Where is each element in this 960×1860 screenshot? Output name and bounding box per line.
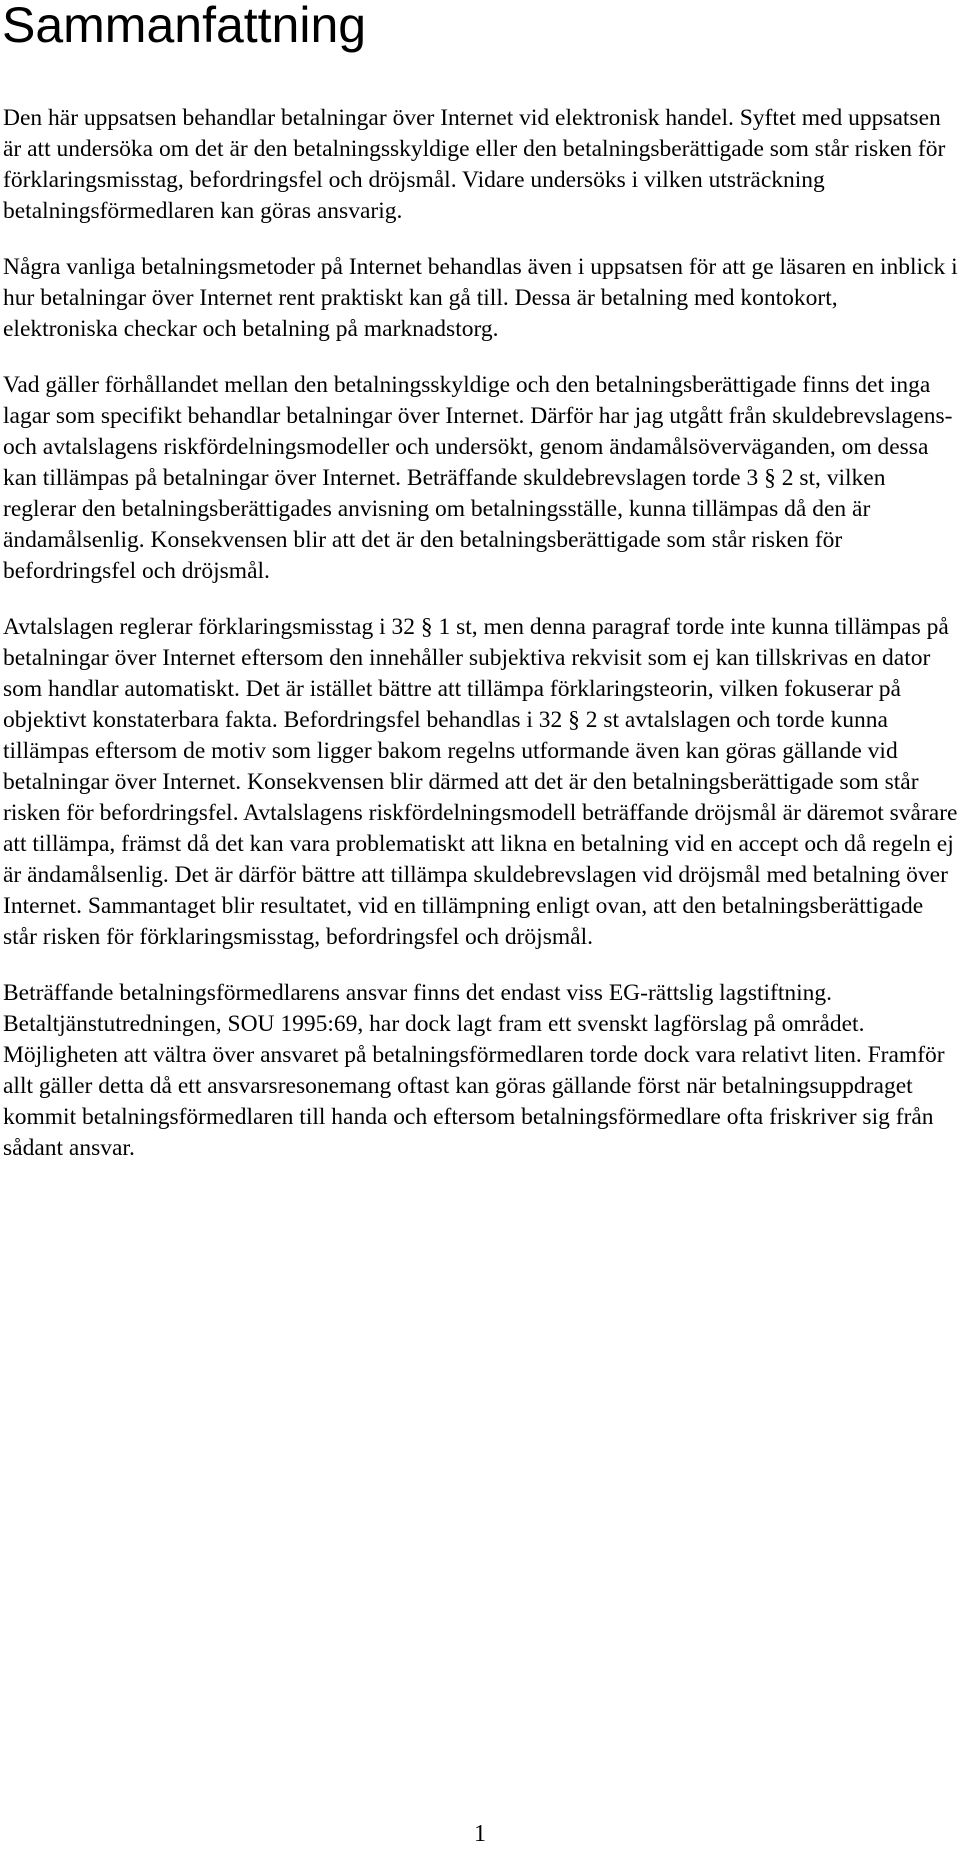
- paragraph-avtalslagen: Avtalslagen reglerar förklaringsmisstag i 32 § 1 st, men denna paragraf torde inte kunna tillämpas på betalningar över Internet eftersom den innehåller subjektiva rekvisit som ej kan tillskrivas en dator som handlar automatiskt. Det är istället bättre att tillämpa förklaringsteorin, vilken fokuserar på objektivt konstaterbara fakta. Befordringsfel behandlas i 32 § 2 st avtalslagen och torde kunna tillämpas eftersom de motiv som ligger bakom regelns utformande även kan göras gällande vid betalningar över Internet. Konsekvensen blir därmed att det är den betalningsberättigade som står risken för befordringsfel. Avtalslagens riskfördelningsmodell beträffande dröjsmål är däremot svårare att tillämpa, främst då det kan vara problematiskt att likna en betalning vid en accept och då regeln ej är ändamålsenlig. Det är därför bättre att tillämpa skuldebrevslagen vid dröjsmål med betalning över Internet. Sammantaget blir resultatet, vid en tillämpning enligt ovan, att den betalningsberättigade står risken för förklaringsmisstag, befordringsfel och dröjsmål.: [3, 614, 958, 950]
- paragraph-skuldebrevslagen: Vad gäller förhållandet mellan den betalningsskyldige och den betalningsberättigade finns det inga lagar som specifikt behandlar betalningar över Internet. Därför har jag utgått från skuldebrevslagens- och avtalslagens riskfördelningsmodeller och undersökt, genom ändamålsöverväganden, om dessa kan tillämpas på betalningar över Internet. Beträffande skuldebrevslagen torde 3 § 2 st, vilken reglerar den betalningsberättigades anvisning om betalningsställe, kunna tillämpas då den är ändamålsenlig. Konsekvensen blir att det är den betalningsberättigade som står risken för befordringsfel och dröjsmål.: [3, 372, 953, 584]
- paragraph-intermediary-liability: Beträffande betalningsförmedlarens ansvar finns det endast viss EG-rättslig lagstiftning. Betaltjänstutredningen, SOU 1995:69, har dock lagt fram ett svenskt lagförslag på området. Möjligheten att vältra över ansvaret på betalningsförmedlaren torde dock vara relativt liten. Framför allt gäller detta då ett ansvarsresonemang oftast kan göras gällande först när betalningsuppdraget kommit betalningsförmedlaren till handa och eftersom betalningsförmedlare ofta friskriver sig från sådant ansvar.: [3, 980, 945, 1161]
- document-body: [3, 103, 958, 1164]
- page-number: 1: [474, 1821, 486, 1847]
- paragraph-payment-methods: Några vanliga betalningsmetoder på Internet behandlas även i uppsatsen för att ge läsaren en inblick i hur betalningar över Internet rent praktiskt kan gå till. Dessa är betalning med kontokort, elektroniska checkar och betalning på marknadstorg.: [3, 254, 958, 342]
- paragraph-purpose: Den här uppsatsen behandlar betalningar över Internet vid elektronisk handel. Syftet med uppsatsen är att undersöka om det är den betalningsskyldige eller den betalningsberättigade som står risken för förklaringsmisstag, befordringsfel och dröjsmål. Vidare undersöks i vilken utsträckning betalningsförmedlaren kan göras ansvarig.: [3, 105, 946, 224]
- page-title: Sammanfattning: [2, 0, 367, 53]
